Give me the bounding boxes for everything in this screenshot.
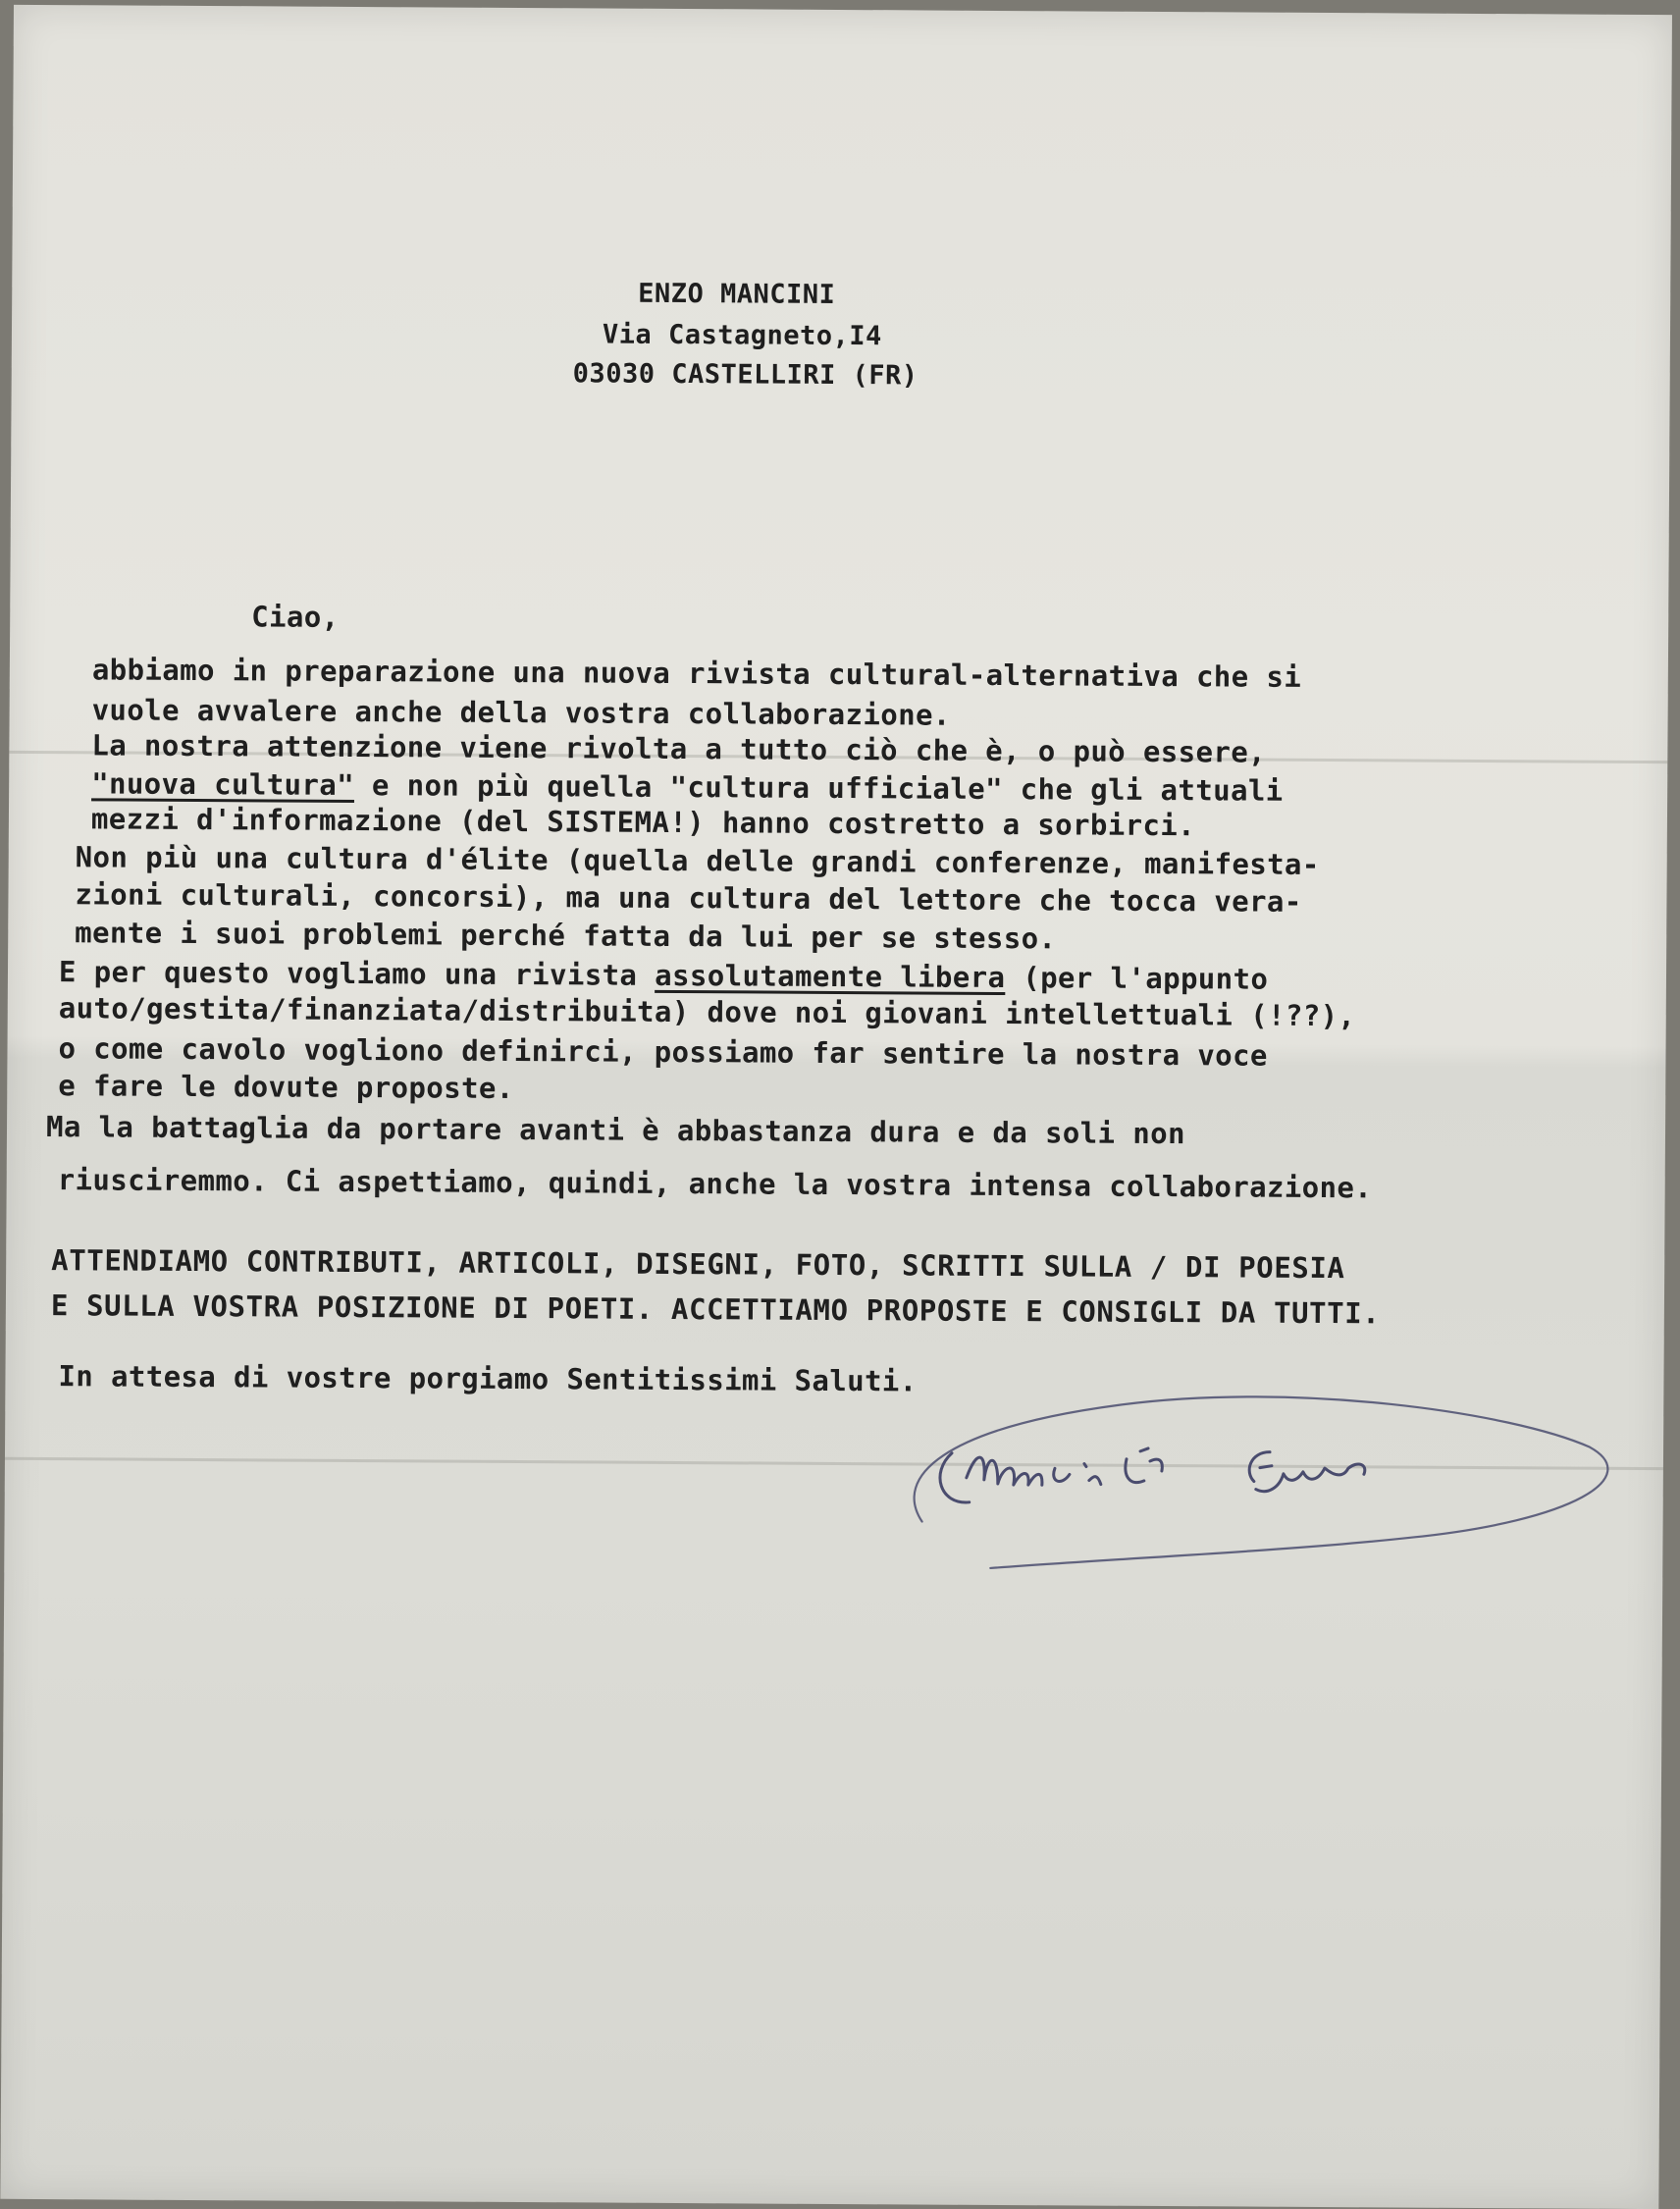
body-line: o come cavolo vogliono definirci, possiamo far sentire la nostra voce — [58, 1031, 1268, 1073]
letter-sheet — [0, 5, 1672, 2209]
letterhead — [14, 5, 1672, 392]
body-line: vuole avvalere anche della vostra collaborazione. — [91, 693, 951, 732]
handwritten-signature — [882, 1359, 1629, 1590]
body-line: E per questo vogliamo una rivista assolutamente libera (per l'appunto — [58, 955, 1269, 996]
closing-line: In attesa di vostre porgiamo Sentitissimi Saluti. — [58, 1359, 918, 1398]
sender-street: Via Castagneto,I4 — [602, 319, 882, 352]
body-line: mezzi d'informazione (del SISTEMA!) hanno costretto a sorbirci. — [90, 802, 1196, 843]
underlined-phrase: "nuova cultura" — [91, 766, 355, 802]
body-line: "nuova cultura" e non più quella "cultura ufficiale" che gli attuali — [91, 766, 1284, 808]
underlined-phrase: assolutamente libera — [655, 958, 1006, 995]
sender-name: ENZO MANCINI — [638, 278, 836, 310]
greeting: Ciao, — [251, 600, 340, 634]
body-line: abbiamo in preparazione una nuova rivista cultural-alternativa che si — [91, 653, 1302, 694]
body-line: mente i suoi problemi perché fatta da lui per se stesso. — [75, 916, 1057, 956]
body-line: Ma la battaglia da portare avanti è abbastanza dura e da soli non — [45, 1110, 1185, 1151]
body-line: riusciremmo. Ci aspettiamo, quindi, anche la vostra intensa collaborazione. — [57, 1163, 1373, 1205]
body-line: auto/gestita/finanziata/distribuita) dove noi giovani intellettuali (!??), — [58, 991, 1356, 1033]
body-line: La nostra attenzione viene rivolta a tutto ciò che è, o può essere, — [91, 728, 1267, 769]
body-line: zioni culturali, concorsi), ma una cultura del lettore che tocca vera- — [75, 877, 1302, 919]
notice-line: E SULLA VOSTRA POSIZIONE DI POETI. ACCETTIAMO PROPOSTE E CONSIGLI DA TUTTI. — [50, 1289, 1381, 1331]
body-line: Non più una cultura d'élite (quella delle grandi conferenze, manifesta- — [75, 840, 1320, 881]
sender-city: 03030 CASTELLIRI (FR) — [572, 358, 919, 392]
notice-line: ATTENDIAMO CONTRIBUTI, ARTICOLI, DISEGNI, FOTO, SCRITTI SULLA / DI POESIA — [51, 1243, 1345, 1286]
body-line: e fare le dovute proposte. — [58, 1069, 514, 1105]
